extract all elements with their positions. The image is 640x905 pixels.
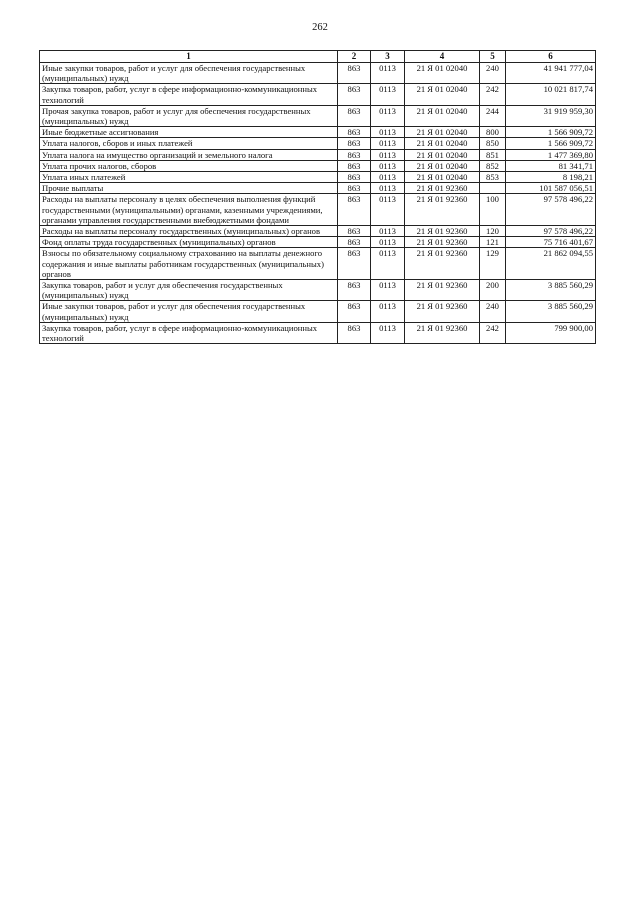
table-row xyxy=(40,63,596,84)
row-description: Прочая закупка товаров, работ и услуг для обеспечения государственных (муниципальных) нужд xyxy=(40,105,338,126)
row-amount: 10 021 817,74 xyxy=(506,84,596,105)
row-section-code: 0113 xyxy=(371,127,405,138)
row-target-article: 21 Я 01 02040 xyxy=(405,105,480,126)
row-amount: 21 862 094,55 xyxy=(506,248,596,280)
table-row xyxy=(40,172,596,183)
row-target-article: 21 Я 01 92360 xyxy=(405,194,480,226)
table-row xyxy=(40,160,596,171)
row-section-code: 0113 xyxy=(371,63,405,84)
row-description: Расходы на выплаты персоналу государственных (муниципальных) органов xyxy=(40,226,338,237)
row-ministry-code: 863 xyxy=(338,149,371,160)
row-target-article: 21 Я 01 02040 xyxy=(405,160,480,171)
table-row xyxy=(40,301,596,322)
row-expense-type: 120 xyxy=(480,226,506,237)
row-ministry-code: 863 xyxy=(338,127,371,138)
table-row xyxy=(40,226,596,237)
row-description: Уплата прочих налогов, сборов xyxy=(40,160,338,171)
row-expense-type: 853 xyxy=(480,172,506,183)
row-expense-type: 200 xyxy=(480,280,506,301)
column-header: 3 xyxy=(371,51,405,63)
table-row xyxy=(40,84,596,105)
row-section-code: 0113 xyxy=(371,84,405,105)
row-ministry-code: 863 xyxy=(338,237,371,248)
row-ministry-code: 863 xyxy=(338,183,371,194)
row-description: Расходы на выплаты персоналу в целях обеспечения выполнения функций государственными (муниципальными) органами, казенными учреждениями, органами управления государственными внебюджетными фондами xyxy=(40,194,338,226)
row-target-article: 21 Я 01 02040 xyxy=(405,127,480,138)
row-expense-type: 100 xyxy=(480,194,506,226)
row-amount: 101 587 056,51 xyxy=(506,183,596,194)
table-row xyxy=(40,105,596,126)
row-ministry-code: 863 xyxy=(338,248,371,280)
row-section-code: 0113 xyxy=(371,172,405,183)
row-ministry-code: 863 xyxy=(338,63,371,84)
row-expense-type: 242 xyxy=(480,322,506,343)
row-expense-type xyxy=(480,183,506,194)
row-description: Иные закупки товаров, работ и услуг для обеспечения государственных (муниципальных) нужд xyxy=(40,301,338,322)
table-row xyxy=(40,194,596,226)
row-section-code: 0113 xyxy=(371,237,405,248)
row-amount: 3 885 560,29 xyxy=(506,280,596,301)
row-section-code: 0113 xyxy=(371,183,405,194)
row-expense-type: 800 xyxy=(480,127,506,138)
budget-table xyxy=(39,50,596,344)
row-amount: 1 477 369,80 xyxy=(506,149,596,160)
row-section-code: 0113 xyxy=(371,105,405,126)
row-ministry-code: 863 xyxy=(338,160,371,171)
row-section-code: 0113 xyxy=(371,138,405,149)
table-row xyxy=(40,138,596,149)
row-target-article: 21 Я 01 92360 xyxy=(405,301,480,322)
row-section-code: 0113 xyxy=(371,301,405,322)
table-row xyxy=(40,322,596,343)
row-ministry-code: 863 xyxy=(338,172,371,183)
row-target-article: 21 Я 01 02040 xyxy=(405,149,480,160)
row-description: Закупка товаров, работ, услуг в сфере информационно-коммуникационных технологий xyxy=(40,322,338,343)
row-section-code: 0113 xyxy=(371,149,405,160)
row-description: Иные закупки товаров, работ и услуг для обеспечения государственных (муниципальных) нужд xyxy=(40,63,338,84)
row-description: Закупка товаров, работ, услуг в сфере информационно-коммуникационных технологий xyxy=(40,84,338,105)
row-section-code: 0113 xyxy=(371,280,405,301)
row-description: Уплата налога на имущество организаций и земельного налога xyxy=(40,149,338,160)
row-amount: 799 900,00 xyxy=(506,322,596,343)
column-header: 5 xyxy=(480,51,506,63)
row-amount: 31 919 959,30 xyxy=(506,105,596,126)
row-target-article: 21 Я 01 02040 xyxy=(405,138,480,149)
row-description: Уплата иных платежей xyxy=(40,172,338,183)
table-row xyxy=(40,183,596,194)
row-amount: 3 885 560,29 xyxy=(506,301,596,322)
row-ministry-code: 863 xyxy=(338,194,371,226)
row-ministry-code: 863 xyxy=(338,84,371,105)
row-target-article: 21 Я 01 02040 xyxy=(405,84,480,105)
row-target-article: 21 Я 01 92360 xyxy=(405,183,480,194)
row-amount: 81 341,71 xyxy=(506,160,596,171)
row-expense-type: 240 xyxy=(480,63,506,84)
row-expense-type: 129 xyxy=(480,248,506,280)
row-section-code: 0113 xyxy=(371,194,405,226)
row-ministry-code: 863 xyxy=(338,301,371,322)
row-target-article: 21 Я 01 92360 xyxy=(405,248,480,280)
row-description: Иные бюджетные ассигнования xyxy=(40,127,338,138)
row-description: Взносы по обязательному социальному страхованию на выплаты денежного содержания и иные выплаты работникам государственных (муниципальных) органов xyxy=(40,248,338,280)
column-header: 6 xyxy=(506,51,596,63)
row-amount: 97 578 496,22 xyxy=(506,226,596,237)
row-amount: 97 578 496,22 xyxy=(506,194,596,226)
row-section-code: 0113 xyxy=(371,226,405,237)
row-expense-type: 121 xyxy=(480,237,506,248)
row-expense-type: 242 xyxy=(480,84,506,105)
row-target-article: 21 Я 01 92360 xyxy=(405,280,480,301)
row-amount: 75 716 401,67 xyxy=(506,237,596,248)
row-section-code: 0113 xyxy=(371,322,405,343)
row-expense-type: 240 xyxy=(480,301,506,322)
table-row xyxy=(40,127,596,138)
row-description: Уплата налогов, сборов и иных платежей xyxy=(40,138,338,149)
row-section-code: 0113 xyxy=(371,248,405,280)
row-ministry-code: 863 xyxy=(338,322,371,343)
row-expense-type: 851 xyxy=(480,149,506,160)
row-expense-type: 850 xyxy=(480,138,506,149)
page-number: 262 xyxy=(312,22,328,33)
table-row xyxy=(40,149,596,160)
table-row xyxy=(40,248,596,280)
row-expense-type: 852 xyxy=(480,160,506,171)
row-ministry-code: 863 xyxy=(338,105,371,126)
table-row xyxy=(40,280,596,301)
column-header: 2 xyxy=(338,51,371,63)
table-row xyxy=(40,237,596,248)
row-ministry-code: 863 xyxy=(338,280,371,301)
row-ministry-code: 863 xyxy=(338,226,371,237)
row-description: Фонд оплаты труда государственных (муниципальных) органов xyxy=(40,237,338,248)
row-target-article: 21 Я 01 92360 xyxy=(405,226,480,237)
row-amount: 41 941 777,04 xyxy=(506,63,596,84)
row-target-article: 21 Я 01 02040 xyxy=(405,63,480,84)
table-body xyxy=(40,63,596,344)
row-amount: 8 198,21 xyxy=(506,172,596,183)
row-target-article: 21 Я 01 92360 xyxy=(405,322,480,343)
row-ministry-code: 863 xyxy=(338,138,371,149)
row-target-article: 21 Я 01 02040 xyxy=(405,172,480,183)
column-header: 4 xyxy=(405,51,480,63)
table-header-row xyxy=(40,51,596,63)
row-description: Прочие выплаты xyxy=(40,183,338,194)
row-description: Закупка товаров, работ и услуг для обеспечения государственных (муниципальных) нужд xyxy=(40,280,338,301)
row-amount: 1 566 909,72 xyxy=(506,138,596,149)
row-expense-type: 244 xyxy=(480,105,506,126)
row-target-article: 21 Я 01 92360 xyxy=(405,237,480,248)
column-header: 1 xyxy=(40,51,338,63)
row-section-code: 0113 xyxy=(371,160,405,171)
row-amount: 1 566 909,72 xyxy=(506,127,596,138)
